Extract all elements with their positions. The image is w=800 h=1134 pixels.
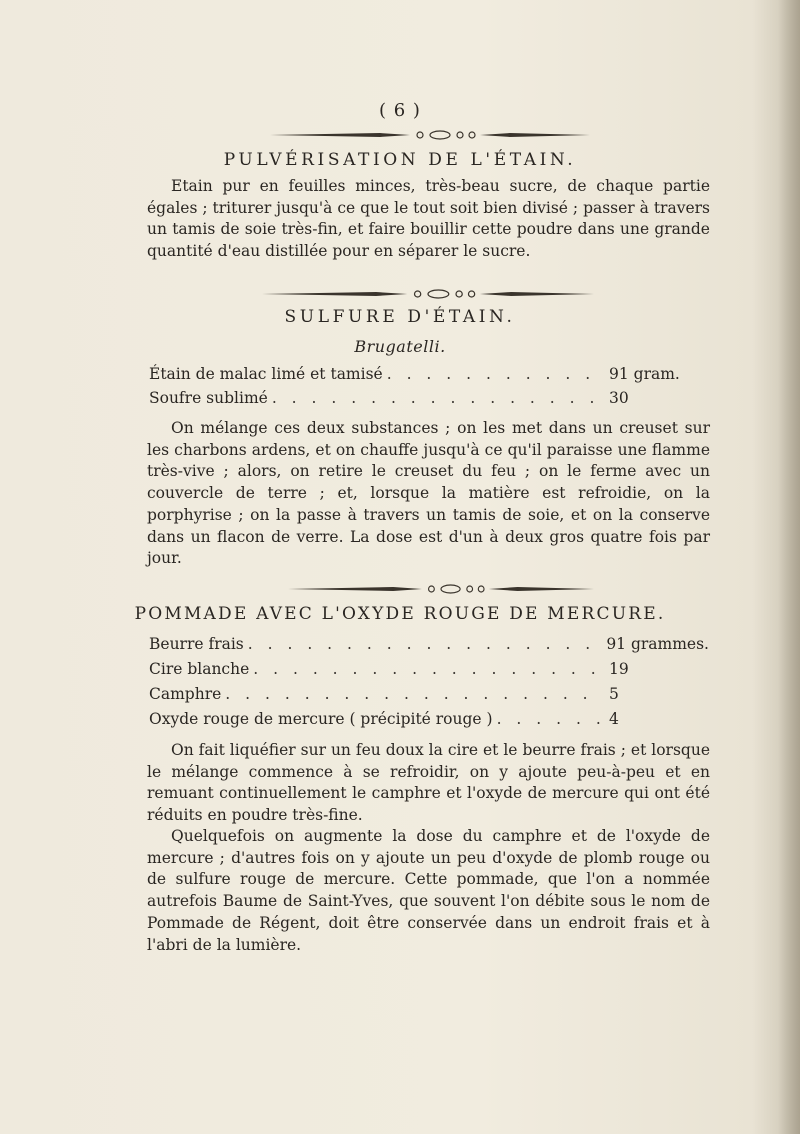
ornament-divider	[288, 584, 594, 594]
ingredient-quantity: 19	[609, 660, 629, 678]
ingredient-quantity: 30	[609, 389, 629, 407]
ingredient-row	[149, 635, 709, 657]
dot-leader	[225, 685, 601, 703]
ornament-divider	[262, 289, 594, 299]
paragraph: On fait liquéfier sur un feu doux la cire et le beurre frais ; et lorsque le mélange commence à se refroidir, on y ajoute peu-à-peu et en remuant continuellement le camphre et l'oxyde de mercure qui ont été réduits en poudre très-fine.	[147, 741, 710, 825]
ingredient-name: Étain de malac limé et tamisé	[149, 365, 383, 383]
dot-leader	[387, 365, 601, 383]
ingredient-row	[149, 365, 709, 387]
ingredient-row	[149, 710, 709, 732]
ingredient-quantity: 4	[609, 710, 619, 728]
ingredient-name: Oxyde rouge de mercure ( précipité rouge )	[149, 710, 493, 728]
section-title: POMMADE AVEC L'OXYDE ROUGE DE MERCURE.	[134, 604, 666, 624]
ingredient-name: Camphre	[149, 685, 222, 703]
ingredient-name: Soufre sublimé	[149, 389, 268, 407]
ingredient-quantity: 91 gram.	[609, 365, 680, 383]
dot-leader	[272, 389, 601, 407]
dot-leader	[497, 710, 601, 728]
ingredient-row	[149, 660, 709, 682]
author-name: Brugatelli.	[354, 337, 446, 356]
ornament-divider	[270, 130, 590, 140]
dot-leader	[253, 660, 601, 678]
paragraph: Quelquefois on augmente la dose du camphre et de l'oxyde de mercure ; d'autres fois on y ajoute un peu d'oxyde de plomb rouge ou de sulfure rouge de mercure. Cette pommade, que l'on a nommée autrefois Baume de Saint-Yves, que souvent l'on débite sous le nom de Pommade de Régent, doit être conservée dans un endroit frais et à l'abri de la lumière.	[147, 827, 710, 954]
section-title: PULVÉRISATION DE L'ÉTAIN.	[223, 150, 577, 170]
ingredient-name: Beurre frais	[149, 635, 244, 653]
page-edge-shadow	[778, 0, 800, 1134]
page-number: ( 6 )	[379, 100, 421, 121]
dot-leader	[248, 635, 599, 653]
ingredient-row	[149, 685, 709, 707]
paragraph: On mélange ces deux substances ; on les met dans un creuset sur les charbons ardens, et on chauffe jusqu'à ce qu'il paraisse une flamme très-vive ; alors, on retire le creuset du feu ; on le ferme avec un couvercle de terre ; et, lorsque la matière est refroidie, on la porphyrise ; on la passe à travers un tamis de soie, et on la conserve dans un flacon de verre. La dose est d'un à deux gros quatre fois par jour.	[147, 419, 710, 568]
ingredient-quantity: 5	[609, 685, 619, 703]
section-title: SULFURE D'ÉTAIN.	[284, 307, 516, 327]
ingredient-name: Cire blanche	[149, 660, 250, 678]
paragraph: Etain pur en feuilles minces, très-beau sucre, de chaque partie égales ; triturer jusqu'à ce que le tout soit bien divisé ; passer à travers un tamis de soie très-fin, et faire bouillir cette poudre dans une grande quantité d'eau distillée pour en séparer le sucre.	[147, 177, 710, 261]
ingredient-quantity: 91 grammes.	[606, 635, 709, 653]
ingredient-row	[149, 389, 709, 411]
